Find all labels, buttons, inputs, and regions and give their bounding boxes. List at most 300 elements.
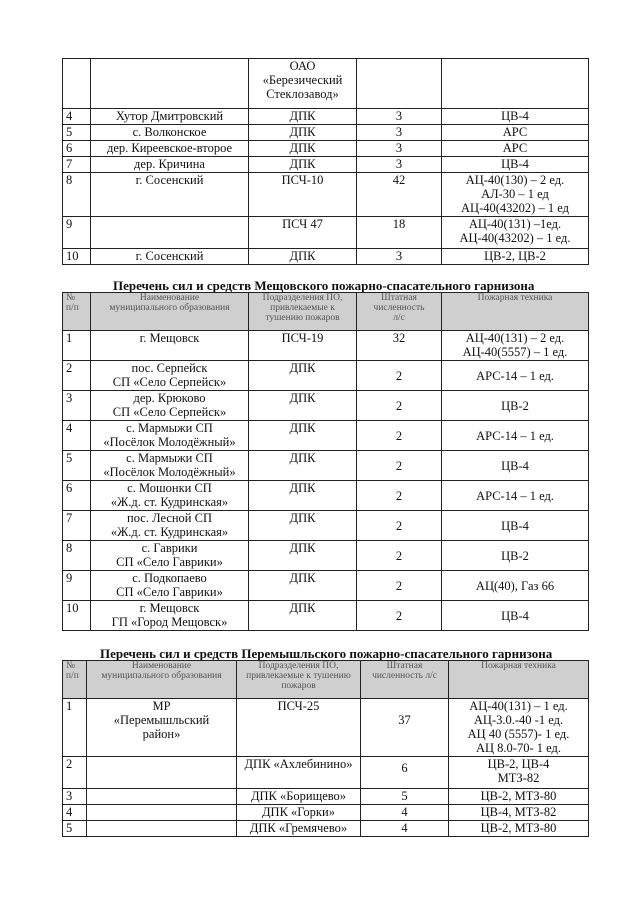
table-row (63, 157, 589, 173)
cell-staff (361, 699, 449, 757)
cell-unit (237, 699, 361, 757)
cell-mo (91, 293, 249, 331)
cell-unit (249, 249, 357, 265)
table-header-row (63, 293, 589, 331)
cell-staff (357, 331, 442, 361)
cell-line: 2 (395, 579, 403, 593)
cell-line: 8 (66, 541, 73, 555)
table-row (63, 59, 589, 109)
table-header-row (63, 661, 589, 699)
cell-n (63, 125, 91, 141)
cell-line: МР (152, 699, 171, 713)
cell-tech (449, 757, 589, 789)
cell-line: АЦ 8.0-70- 1 ед. (476, 741, 561, 755)
cell-line: район» (142, 727, 181, 741)
cell-unit (237, 821, 361, 837)
cell-line: Пожарная техника (481, 661, 556, 671)
cell-staff (357, 125, 442, 141)
cell-mo (91, 541, 249, 571)
cell-line: ДПК (289, 421, 316, 435)
cell-n (63, 757, 87, 789)
cell-tech (449, 699, 589, 757)
cell-line: ДПК (289, 361, 316, 375)
cell-line: с. Гаврики (141, 541, 198, 555)
cell-line: АРС-14 – 1 ед. (476, 489, 554, 503)
cell-line: ДПК «Гремячево» (249, 821, 348, 835)
cell-n (63, 789, 87, 805)
cell-line: 1 (66, 699, 73, 713)
cell-line: Штатная (386, 661, 423, 671)
cell-mo (87, 789, 237, 805)
cell-line: 18 (392, 217, 406, 231)
cell-line: «Березический (262, 73, 343, 87)
cell-line (94, 217, 245, 231)
cell-tech (442, 125, 589, 141)
cell-unit (249, 421, 357, 451)
cell-line: дер. Киреевское-второе (106, 141, 233, 155)
cell-line: ДПК (289, 481, 316, 495)
cell-n (63, 805, 87, 821)
cell-mo (91, 173, 249, 217)
cell-line: 2 (395, 519, 403, 533)
cell-line: 4 (401, 805, 408, 819)
cell-tech (442, 331, 589, 361)
cell-line: АЦ-40(131) – 1 ед. (469, 699, 568, 713)
cell-line: 6 (401, 761, 408, 775)
table-row (63, 331, 589, 361)
table-row (63, 511, 589, 541)
cell-line: Стеклозавод» (266, 87, 339, 101)
cell-mo (91, 217, 249, 249)
cell-unit (237, 789, 361, 805)
cell-n (63, 601, 91, 631)
cell-tech (442, 249, 589, 265)
cell-line: ДПК (289, 249, 316, 263)
cell-line: пожаров (281, 681, 316, 691)
cell-line: ДПК (289, 391, 316, 405)
cell-line: Подразделения ПО, (258, 661, 339, 671)
section-title-meshchovsk: Перечень сил и средств Мещовского пожарно-спасательного гарнизона (113, 278, 535, 293)
cell-unit (249, 391, 357, 421)
table-row (63, 391, 589, 421)
cell-line: СП «Село Серпейск» (112, 405, 227, 419)
cell-staff (357, 421, 442, 451)
cell-line: Хутор Дмитровский (115, 109, 224, 123)
cell-unit (249, 141, 357, 157)
cell-line: п/п (66, 303, 79, 313)
cell-staff (357, 481, 442, 511)
cell-line: 3 (395, 125, 403, 139)
cell-line: 6 (66, 481, 73, 495)
cell-line: СП «Село Гаврики» (116, 585, 223, 599)
cell-staff (361, 757, 449, 789)
cell-mo (87, 661, 237, 699)
cell-staff (357, 173, 442, 217)
cell-unit (249, 109, 357, 125)
cell-line: 5 (66, 125, 73, 139)
cell-line: 4 (66, 109, 73, 123)
cell-line: ДПК «Горки» (262, 805, 335, 819)
cell-n (63, 109, 91, 125)
cell-n (63, 511, 91, 541)
cell-n (63, 249, 91, 265)
cell-unit (249, 173, 357, 217)
cell-staff (357, 141, 442, 157)
cell-line (94, 59, 245, 73)
cell-line: ДПК (289, 571, 316, 585)
cell-line: ЦВ-4 (501, 157, 529, 171)
cell-staff (361, 661, 449, 699)
cell-tech (442, 361, 589, 391)
cell-line: 7 (66, 157, 73, 171)
cell-tech (442, 141, 589, 157)
cell-line: ПСЧ-10 (281, 173, 324, 187)
table-row (63, 481, 589, 511)
cell-line: 5 (401, 789, 408, 803)
cell-n (63, 217, 91, 249)
cell-mo (91, 421, 249, 451)
cell-line: ДПК (289, 157, 316, 171)
cell-line: ЦВ-2 (501, 549, 529, 563)
cell-line: тушению пожаров (265, 313, 340, 323)
cell-line: л/с (393, 313, 405, 323)
cell-line: 4 (66, 421, 73, 435)
cell-line: 2 (395, 399, 403, 413)
cell-line: АЦ(40), Газ 66 (475, 579, 555, 593)
cell-line: 3 (395, 249, 403, 263)
cell-line: дер. Крюково (133, 391, 206, 405)
cell-line: ПСЧ-19 (281, 331, 324, 345)
cell-unit (249, 541, 357, 571)
cell-line: АРС (502, 125, 528, 139)
cell-mo (91, 331, 249, 361)
cell-unit (249, 217, 357, 249)
cell-tech (442, 391, 589, 421)
cell-line: с. Подкопаево (132, 571, 207, 585)
cell-line: ЦВ-4 (501, 459, 529, 473)
cell-line: АЦ-40(131) –1ед. (468, 217, 562, 231)
cell-tech (442, 451, 589, 481)
cell-mo (91, 249, 249, 265)
table-row (63, 757, 589, 789)
cell-line: 42 (392, 173, 406, 187)
cell-line: ДПК (289, 541, 316, 555)
cell-tech (442, 541, 589, 571)
cell-line: 2 (395, 369, 403, 383)
cell-line: ЦВ-2, ЦВ-2 (484, 249, 546, 263)
cell-line: 9 (66, 217, 73, 231)
cell-tech (442, 421, 589, 451)
cell-mo (91, 157, 249, 173)
cell-unit (237, 805, 361, 821)
cell-staff (357, 451, 442, 481)
cell-n (63, 421, 91, 451)
table-meshchovsk (62, 292, 589, 631)
cell-staff (357, 391, 442, 421)
cell-mo (87, 699, 237, 757)
cell-line (90, 805, 233, 819)
cell-staff (357, 361, 442, 391)
section-title-peremyshl: Перечень сил и средств Перемышльского пожарно-спасательного гарнизона (100, 646, 553, 661)
cell-line: АЦ-40(43202) – 1 ед (461, 201, 569, 215)
cell-line: 1 (66, 331, 73, 345)
cell-tech (442, 59, 589, 109)
cell-line: ДПК (289, 125, 316, 139)
table-row (63, 451, 589, 481)
cell-line: Наименование (139, 293, 200, 303)
cell-line: ПСЧ-25 (277, 699, 320, 713)
cell-line: АЦ-40(43202) – 1 ед. (459, 231, 571, 245)
cell-line: АЦ-3.0.-40 -1 ед. (473, 713, 564, 727)
cell-line: № (66, 661, 76, 671)
cell-tech (449, 789, 589, 805)
cell-line (90, 821, 233, 835)
cell-n (63, 571, 91, 601)
cell-mo (91, 361, 249, 391)
cell-unit (249, 601, 357, 631)
cell-unit (249, 481, 357, 511)
cell-tech (442, 109, 589, 125)
cell-line: г. Сосенский (135, 249, 204, 263)
cell-line: численность л/с (372, 671, 437, 681)
cell-line: муниципального образования (101, 671, 222, 681)
cell-line: «Посёлок Молодёжный» (103, 465, 236, 479)
cell-line: 7 (66, 511, 73, 525)
cell-n (63, 141, 91, 157)
table-row (63, 699, 589, 757)
cell-tech (442, 293, 589, 331)
cell-line: 3 (66, 789, 73, 803)
cell-unit (249, 331, 357, 361)
cell-staff (357, 601, 442, 631)
cell-unit (249, 451, 357, 481)
cell-line: ДПК (289, 109, 316, 123)
cell-tech (442, 481, 589, 511)
cell-mo (91, 571, 249, 601)
cell-mo (91, 141, 249, 157)
cell-line: ЦВ-2 (501, 399, 529, 413)
cell-line: ЦВ-2, МТЗ-80 (480, 789, 557, 803)
cell-mo (91, 391, 249, 421)
cell-line: привлекаемые к (270, 303, 335, 313)
cell-line: Штатная (381, 293, 417, 303)
cell-line: 5 (66, 821, 73, 835)
cell-unit (249, 361, 357, 391)
cell-staff (357, 511, 442, 541)
table-row (63, 361, 589, 391)
cell-n (63, 59, 91, 109)
table-row (63, 541, 589, 571)
cell-line: 2 (66, 361, 73, 375)
cell-staff (361, 821, 449, 837)
cell-unit (249, 293, 357, 331)
table-row (63, 789, 589, 805)
table-row (63, 821, 589, 837)
cell-tech (449, 805, 589, 821)
cell-unit (249, 125, 357, 141)
cell-line: 2 (395, 549, 403, 563)
cell-tech (442, 601, 589, 631)
cell-line: 3 (66, 391, 73, 405)
cell-line: 2 (395, 489, 403, 503)
cell-line: АРС-14 – 1 ед. (476, 429, 554, 443)
cell-line: 8 (66, 173, 73, 187)
cell-line: ДПК «Ахлебинино» (244, 757, 353, 771)
cell-staff (357, 217, 442, 249)
cell-line (445, 59, 585, 73)
cell-line: 2 (395, 429, 403, 443)
table-row (63, 421, 589, 451)
cell-line (90, 789, 233, 803)
cell-line: ДПК (289, 141, 316, 155)
cell-line: 2 (395, 609, 403, 623)
cell-mo (87, 821, 237, 837)
cell-line: 4 (401, 821, 408, 835)
cell-line: МТЗ-82 (497, 771, 540, 785)
cell-n (63, 331, 91, 361)
cell-line: ГП «Город Мещовск» (111, 615, 228, 629)
cell-line: Пожарная техника (477, 293, 553, 303)
cell-line: «Ж.д. ст. Кудринская» (110, 495, 229, 509)
cell-line: ДПК (289, 511, 316, 525)
cell-n (63, 821, 87, 837)
cell-line: с. Мармыжи СП (126, 451, 213, 465)
cell-line: АЦ-40(5557) – 1 ед. (462, 345, 568, 359)
cell-line: ПСЧ 47 (282, 217, 323, 231)
cell-line: ЦВ-2, МТЗ-80 (480, 821, 557, 835)
cell-line (66, 59, 87, 73)
cell-line: ДПК (289, 451, 316, 465)
cell-line: с. Мошонки СП (127, 481, 212, 495)
cell-staff (361, 789, 449, 805)
cell-line: 9 (66, 571, 73, 585)
cell-n (63, 173, 91, 217)
cell-line (360, 59, 438, 73)
cell-line: 10 (66, 249, 79, 263)
table-row (63, 125, 589, 141)
cell-line: Подразделения ПО, (262, 293, 343, 303)
cell-unit (237, 757, 361, 789)
table-row (63, 805, 589, 821)
table-peremyshl (62, 660, 589, 837)
cell-tech (442, 571, 589, 601)
cell-mo (91, 481, 249, 511)
cell-line: ЦВ-4 (501, 609, 529, 623)
cell-n (63, 293, 91, 331)
cell-n (63, 157, 91, 173)
cell-line: 37 (398, 713, 411, 727)
cell-line: 2 (66, 757, 73, 771)
cell-unit (249, 511, 357, 541)
cell-mo (87, 757, 237, 789)
cell-line: АЦ-40(131) – 2 ед. (465, 331, 565, 345)
table-row (63, 601, 589, 631)
cell-line: ЦВ-4 (501, 519, 529, 533)
cell-mo (91, 109, 249, 125)
cell-line: 3 (395, 109, 403, 123)
cell-line: 3 (395, 141, 403, 155)
cell-n (63, 451, 91, 481)
cell-line: 4 (66, 805, 73, 819)
cell-mo (87, 805, 237, 821)
cell-line: АРС-14 – 1 ед. (476, 369, 554, 383)
cell-line: привлекаемые к тушению (246, 671, 351, 681)
table-continuation (62, 58, 589, 265)
cell-line: 5 (66, 451, 73, 465)
table-row (63, 173, 589, 217)
cell-line: АЦ-40(130) – 2 ед. (465, 173, 565, 187)
cell-staff (357, 109, 442, 125)
table-row (63, 141, 589, 157)
cell-line: «Посёлок Молодёжный» (103, 435, 236, 449)
cell-staff (357, 571, 442, 601)
cell-tech (442, 157, 589, 173)
cell-line: Наименование (131, 661, 192, 671)
cell-line (90, 757, 233, 771)
cell-mo (91, 511, 249, 541)
table-row (63, 571, 589, 601)
cell-staff (357, 293, 442, 331)
cell-line: муниципального образования (109, 303, 230, 313)
cell-staff (357, 59, 442, 109)
cell-line: «Перемышльский (113, 713, 210, 727)
cell-line: 3 (395, 157, 403, 171)
cell-tech (442, 173, 589, 217)
table-row (63, 217, 589, 249)
cell-line: № (66, 293, 76, 303)
cell-line: ЦВ-2, ЦВ-4 (487, 757, 550, 771)
cell-line: СП «Село Серпейск» (112, 375, 227, 389)
table-row (63, 249, 589, 265)
cell-line: с. Волконское (132, 125, 207, 139)
cell-n (63, 699, 87, 757)
cell-line: г. Сосенский (135, 173, 204, 187)
cell-unit (249, 571, 357, 601)
cell-line: г. Мещовск (139, 331, 200, 345)
cell-staff (357, 541, 442, 571)
cell-line: АЦ 40 (5557)- 1 ед. (467, 727, 570, 741)
cell-tech (442, 511, 589, 541)
cell-n (63, 541, 91, 571)
cell-mo (91, 59, 249, 109)
cell-unit (249, 157, 357, 173)
cell-n (63, 391, 91, 421)
cell-line: ДПК (289, 601, 316, 615)
cell-line: пос. Лесной СП (127, 511, 212, 525)
cell-tech (442, 217, 589, 249)
cell-mo (91, 125, 249, 141)
cell-line: АРС (502, 141, 528, 155)
cell-line: ЦВ-4, МТЗ-82 (480, 805, 557, 819)
cell-tech (449, 821, 589, 837)
cell-line: ЦВ-4 (501, 109, 529, 123)
cell-line: ОАО (289, 59, 316, 73)
cell-line: 32 (392, 331, 406, 345)
cell-n (63, 481, 91, 511)
cell-n (63, 661, 87, 699)
cell-staff (357, 157, 442, 173)
cell-tech (449, 661, 589, 699)
cell-line: 10 (66, 601, 79, 615)
cell-line: численность (373, 303, 425, 313)
cell-line: п/п (66, 671, 79, 681)
cell-line: ДПК «Борищево» (250, 789, 347, 803)
cell-staff (361, 805, 449, 821)
cell-line: 2 (395, 459, 403, 473)
cell-mo (91, 601, 249, 631)
cell-staff (357, 249, 442, 265)
cell-unit (237, 661, 361, 699)
